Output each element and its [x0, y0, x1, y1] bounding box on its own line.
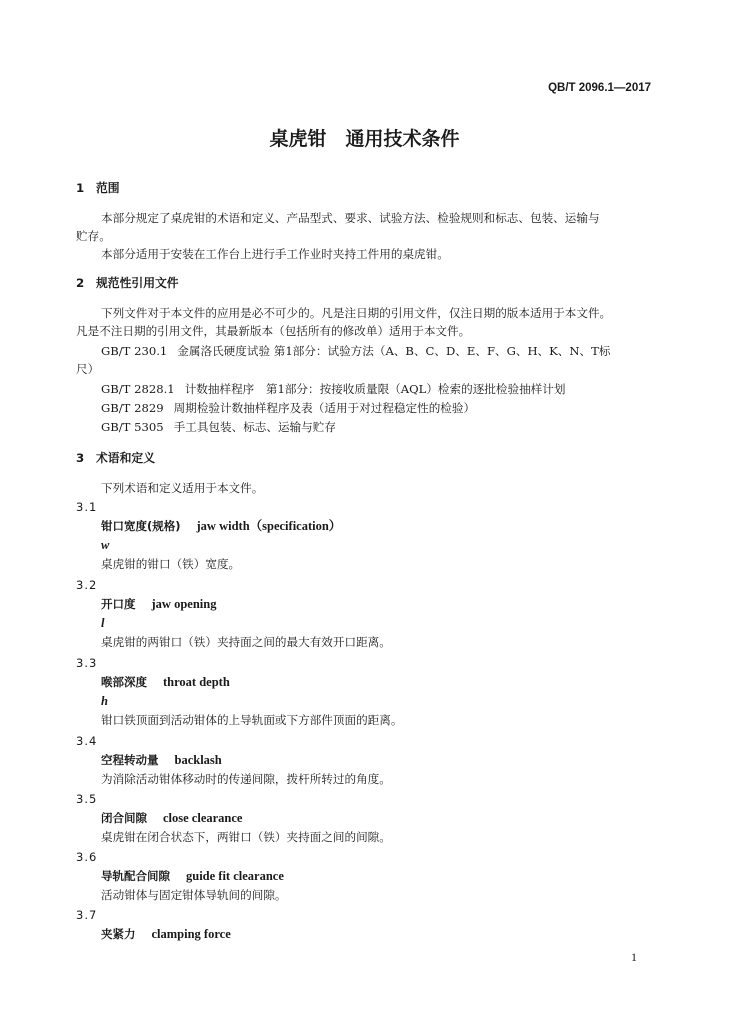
- term-cn: 喉部深度: [101, 675, 147, 689]
- page-number: 1: [631, 950, 637, 964]
- section-heading-terms: [76, 450, 155, 466]
- reference-title: 周期检验计数抽样程序及表（适用于对过程稳定性的检验）: [173, 401, 476, 415]
- section-number: 2: [76, 276, 85, 290]
- term-en: jaw width（specification）: [196, 519, 342, 533]
- term-definition: 桌虎钳的钳口（铁）宽度。: [101, 557, 241, 571]
- term-number: 3.3: [76, 656, 98, 670]
- reference-code: GB/T 2829: [101, 401, 164, 415]
- term-definition: 为消除活动钳体移动时的传递间隙，拨杆所转过的角度。: [101, 772, 391, 786]
- section-title: 范围: [96, 181, 120, 195]
- term-entry: [101, 926, 231, 942]
- term-cn: 闭合间隙: [101, 811, 147, 825]
- term-cn: 开口度: [101, 597, 136, 611]
- term-cn: 钳口宽度(规格): [101, 519, 181, 533]
- reference-item: [101, 381, 565, 397]
- term-number: 3.5: [76, 792, 98, 806]
- term-en: backlash: [174, 753, 222, 767]
- term-en: close clearance: [163, 811, 243, 825]
- reference-item: [101, 400, 475, 416]
- term-entry: [101, 518, 341, 534]
- term-number: 3.2: [76, 578, 98, 592]
- term-definition: 活动钳体与固定钳体导轨间的间隙。: [101, 888, 287, 902]
- term-number: 3.7: [76, 908, 98, 922]
- section-heading-normative-refs: [76, 275, 179, 291]
- section-number: 3: [76, 451, 85, 465]
- paragraph-line: 下列文件对于本文件的应用是必不可少的。凡是注日期的引用文件，仅注日期的版本适用于本文件。: [101, 306, 612, 320]
- term-en: clamping force: [151, 927, 231, 941]
- reference-code: GB/T 2828.1: [101, 382, 175, 396]
- term-cn: 导轨配合间隙: [101, 869, 170, 883]
- section-number: 1: [76, 181, 85, 195]
- term-en: guide fit clearance: [186, 869, 284, 883]
- term-symbol: h: [101, 694, 108, 708]
- term-symbol: w: [101, 538, 110, 552]
- reference-title-continuation: 尺）: [76, 362, 100, 376]
- term-entry: [101, 810, 242, 826]
- section-heading-scope: [76, 180, 120, 196]
- section-title: 规范性引用文件: [96, 276, 179, 290]
- term-cn: 夹紧力: [101, 927, 136, 941]
- section-title: 术语和定义: [96, 451, 155, 465]
- term-entry: [101, 674, 230, 690]
- term-en: throat depth: [163, 675, 230, 689]
- paragraph: 本部分适用于安装在工作台上进行手工作业时夹持工件用的桌虎钳。: [101, 247, 449, 261]
- paragraph-line: 本部分规定了桌虎钳的术语和定义、产品型式、要求、试验方法、检验规则和标志、包装、运输与: [101, 211, 600, 225]
- paragraph: 下列术语和定义适用于本文件。: [101, 481, 264, 495]
- term-definition: 桌虎钳在闭合状态下，两钳口（铁）夹持面之间的间隙。: [101, 830, 391, 844]
- term-number: 3.6: [76, 850, 98, 864]
- reference-code: GB/T 5305: [101, 420, 164, 434]
- term-symbol: l: [101, 616, 105, 630]
- term-en: jaw opening: [151, 597, 217, 611]
- term-number: 3.1: [76, 500, 98, 514]
- standard-code: QB/T 2096.1—2017: [548, 82, 651, 94]
- term-definition: 桌虎钳的两钳口（铁）夹持面之间的最大有效开口距离。: [101, 635, 391, 649]
- term-definition: 钳口铁顶面到活动钳体的上导轨面或下方部件顶面的距离。: [101, 713, 403, 727]
- paragraph-line: 贮存。: [76, 229, 111, 243]
- term-number: 3.4: [76, 734, 98, 748]
- document-title: 桌虎钳 通用技术条件: [269, 128, 460, 150]
- term-entry: [101, 596, 216, 612]
- reference-item: [101, 419, 336, 435]
- term-entry: [101, 752, 222, 768]
- reference-title: 金属洛氏硬度试验 第1部分：试验方法（A、B、C、D、E、F、G、H、K、N、T标: [177, 344, 611, 358]
- term-cn: 空程转动量: [101, 753, 159, 767]
- reference-title: 手工具包装、标志、运输与贮存: [173, 420, 336, 434]
- reference-title: 计数抽样程序 第1部分：按接收质量限（AQL）检索的逐批检验抽样计划: [184, 382, 566, 396]
- reference-code: GB/T 230.1: [101, 344, 168, 358]
- term-entry: [101, 868, 284, 884]
- reference-item: [101, 343, 610, 359]
- paragraph-line: 凡是不注日期的引用文件，其最新版本（包括所有的修改单）适用于本文件。: [76, 324, 471, 338]
